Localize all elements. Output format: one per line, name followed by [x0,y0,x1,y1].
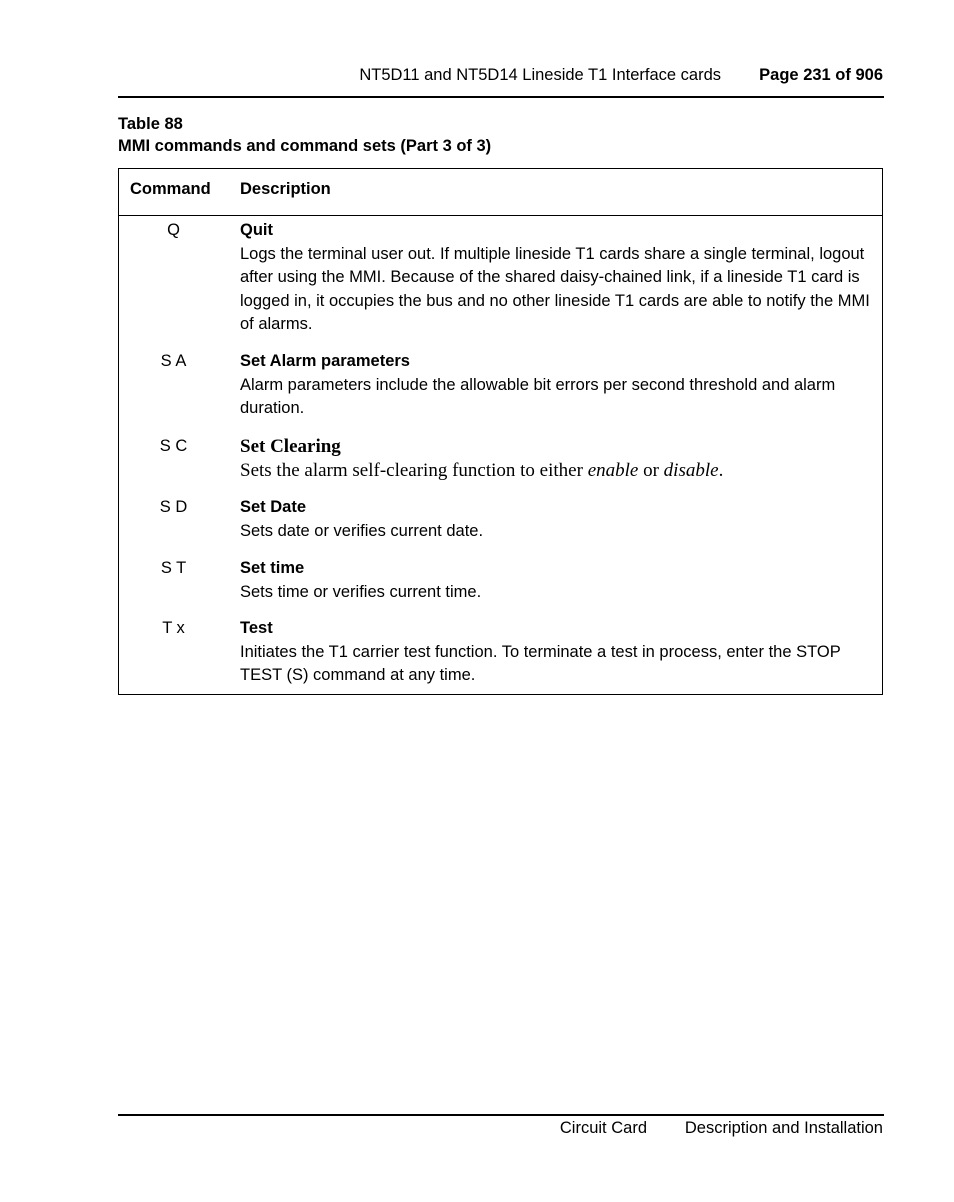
header-title: NT5D11 and NT5D14 Lineside T1 Interface cards [359,66,721,84]
command-name: Set Alarm parameters [240,352,410,370]
table-header-row [119,169,882,216]
column-header-description: Description [240,180,331,198]
command-cell: S C [159,437,188,455]
command-description: Alarm parameters include the allowable bit errors per second threshold and alarm duration. [240,375,836,417]
table-number: Table 88 [118,115,183,133]
description-cell [240,496,872,543]
description-cell [240,219,872,337]
footer-left-text: Circuit Card [559,1119,647,1137]
footer-right-text: Description and Installation [684,1119,883,1137]
description-cell [240,617,872,688]
column-header-command: Command [130,180,211,198]
command-cell: S A [160,352,187,370]
command-cell: T x [162,619,185,637]
description-cell [240,435,872,482]
description-cell [240,557,872,604]
command-description: Sets the alarm self-clearing function to either enable or disable. [240,459,724,481]
page-header [118,62,884,98]
command-name: Set time [240,559,305,577]
commands-table [118,168,883,695]
command-description: Sets date or verifies current date. [240,521,484,540]
page-footer [118,1114,884,1137]
command-description: Logs the terminal user out. If multiple lineside T1 cards share a single terminal, logout after using the MMI. Because of the shared daisy-chained link, if a lineside T1 card is logged in, it occupies the bus and no other lineside T1 cards are able to notify the MMI of alarms. [240,244,870,333]
command-name: Quit [240,221,273,239]
command-cell: S D [159,498,188,516]
command-cell: S T [160,559,187,577]
table-title: MMI commands and command sets (Part 3 of 3) [118,137,492,155]
description-cell [240,350,872,421]
table-caption [118,113,491,157]
command-name: Set Clearing [240,436,341,457]
command-description: Initiates the T1 carrier test function. To terminate a test in process, enter the STOP TEST (S) command at any time. [240,642,841,684]
command-cell: Q [167,221,180,239]
command-description: Sets time or verifies current time. [240,582,482,601]
command-name: Set Date [240,498,307,516]
page-number: Page 231 of 906 [759,66,883,84]
command-name: Test [240,619,273,637]
